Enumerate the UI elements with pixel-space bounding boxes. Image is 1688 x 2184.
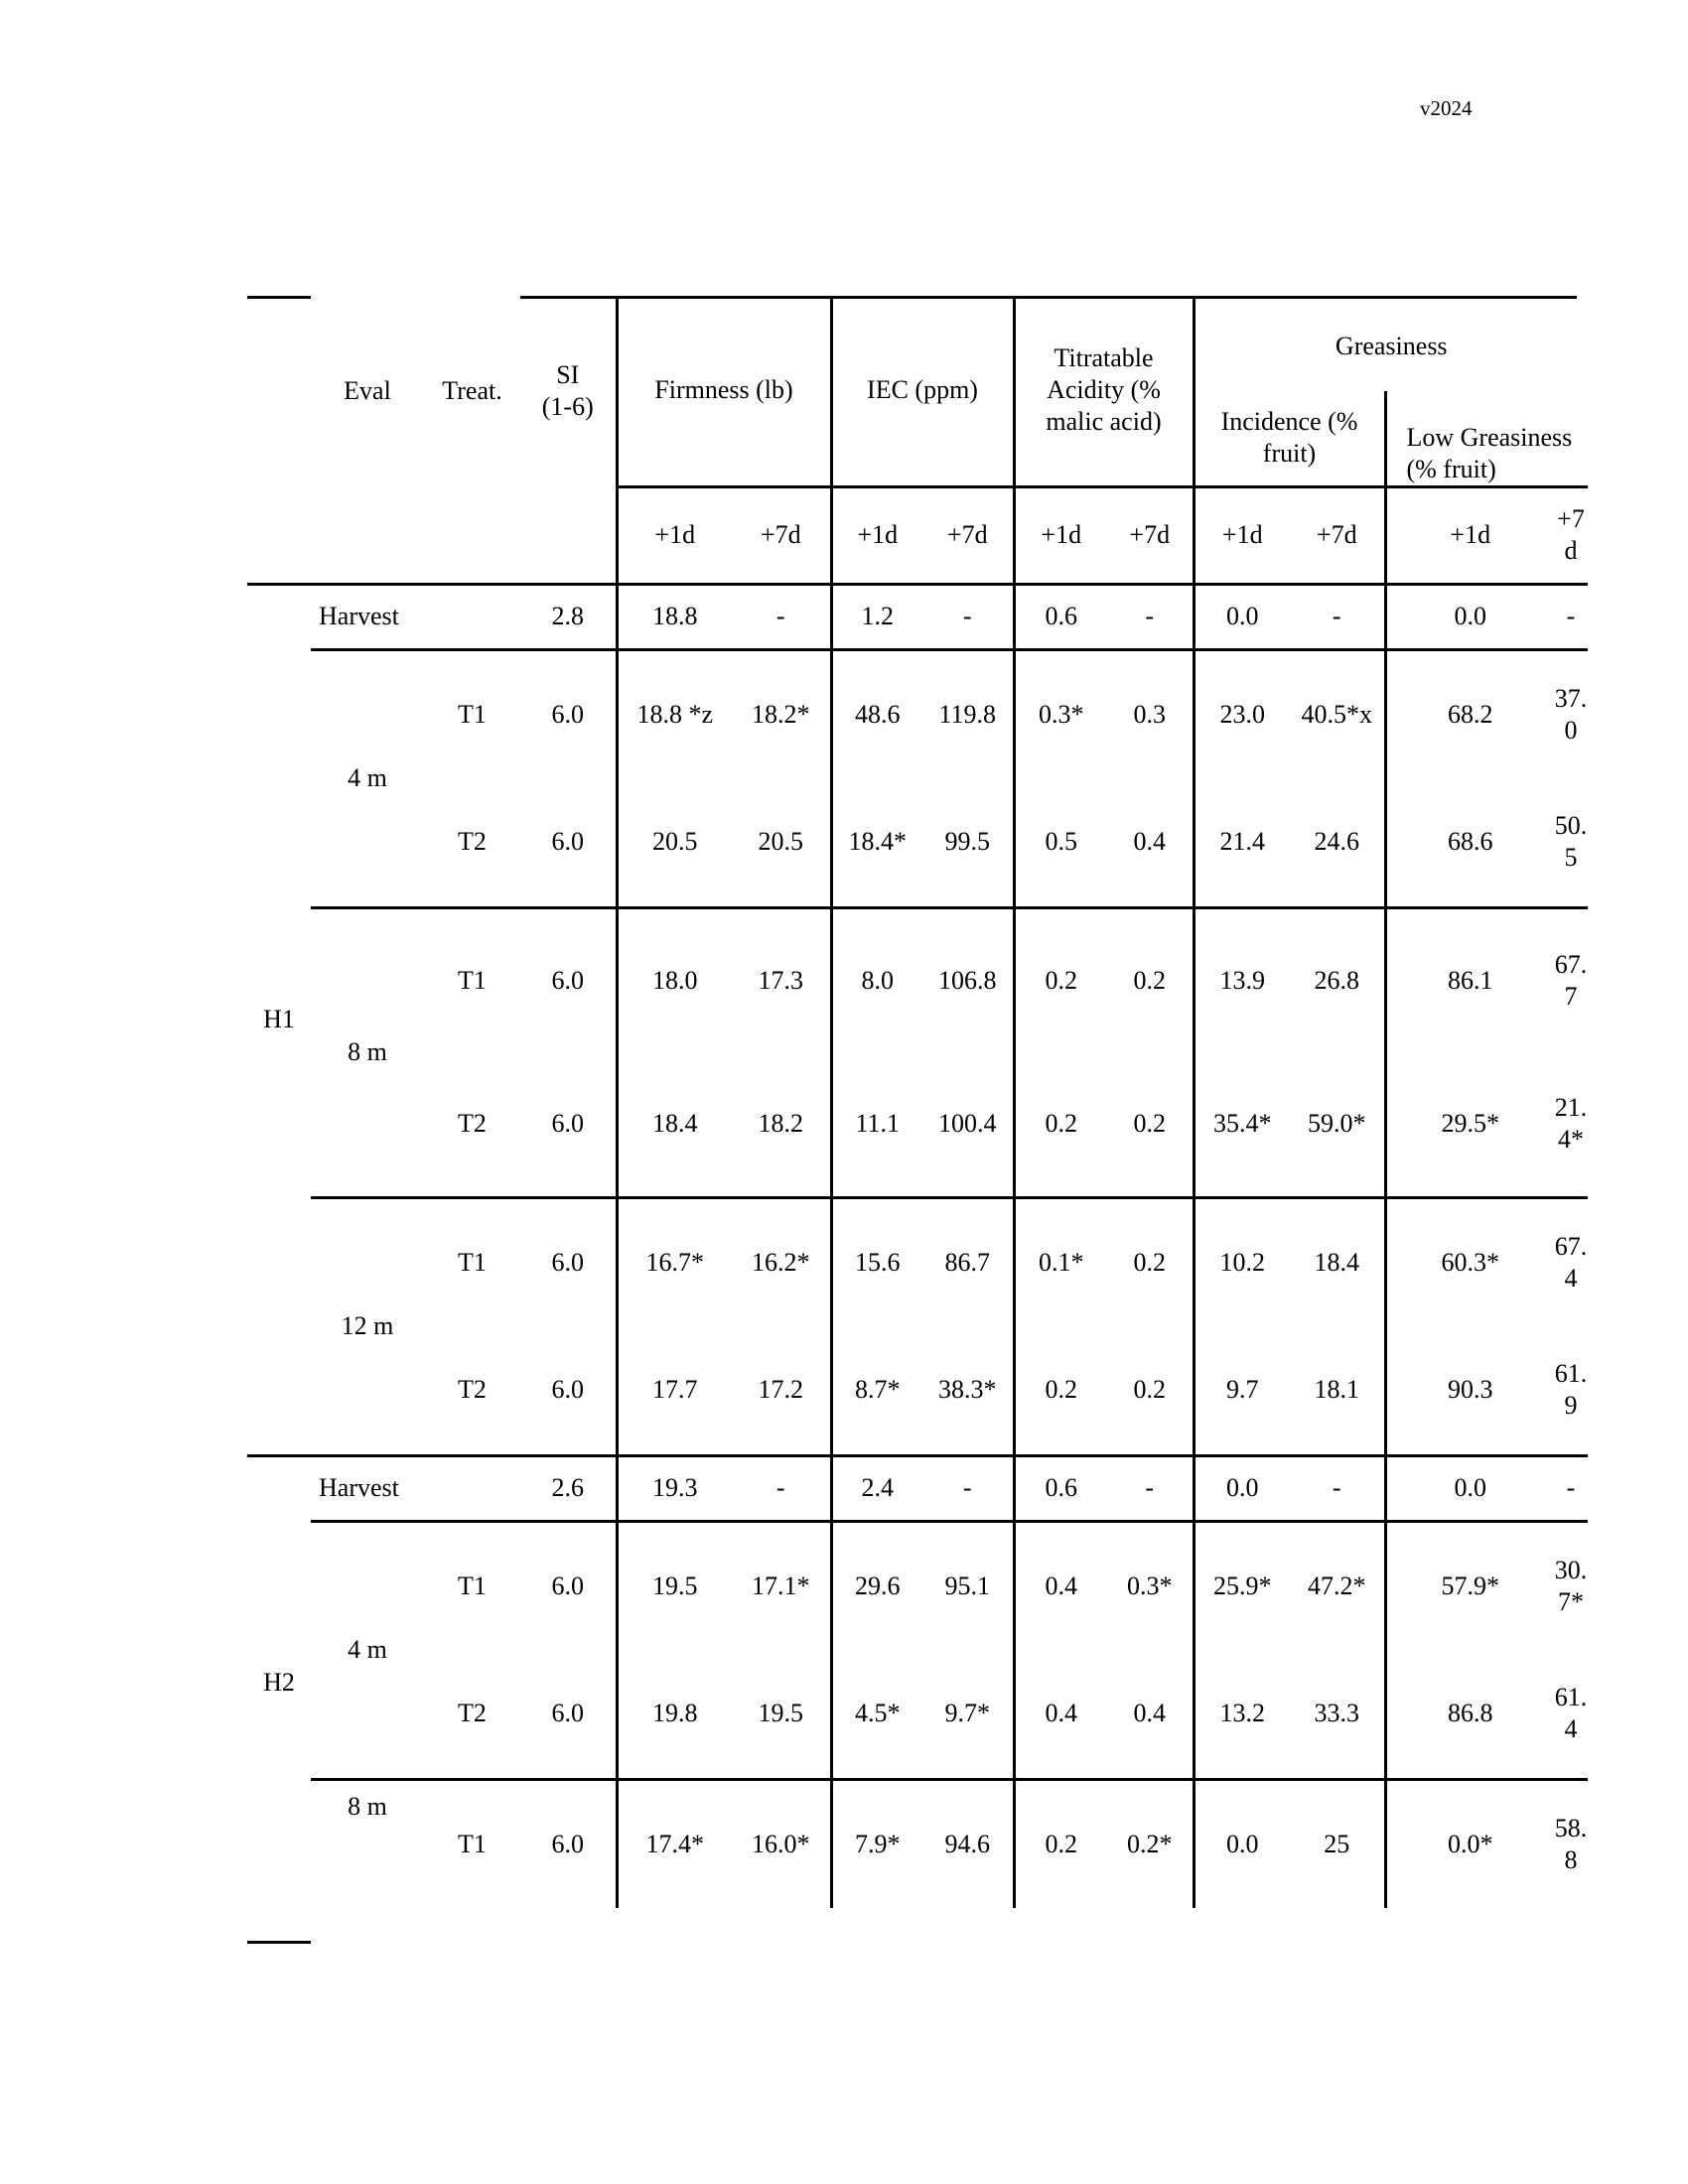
bottom-rule-left <box>247 1941 311 1944</box>
value-cell: 0.4 <box>1014 1650 1107 1779</box>
value-cell: - <box>1290 1455 1385 1521</box>
value-cell: 30.7* <box>1554 1521 1588 1650</box>
si-value: 6.0 <box>520 1197 617 1326</box>
eval-label: 8 m <box>311 1779 424 1908</box>
value-cell: 0.6 <box>1014 584 1107 649</box>
subheader-firmness-7d: +7d <box>732 486 831 584</box>
table-row <box>247 1326 1588 1455</box>
value-cell: 21.4 <box>1194 778 1290 907</box>
table-row <box>247 1521 1588 1650</box>
value-cell: 50.5 <box>1554 811 1588 873</box>
value-cell: 48.6 <box>831 649 922 778</box>
value-cell: 35.4* <box>1194 1052 1290 1197</box>
si-value: 6.0 <box>520 1521 617 1650</box>
value-cell: - <box>1332 602 1341 630</box>
treat-label: T2 <box>458 827 487 857</box>
value-cell: 119.8 <box>922 649 1014 778</box>
eval-label: Harvest <box>319 602 399 630</box>
value-cell: 7.9* <box>831 1779 922 1908</box>
value-cell: 0.4 <box>1014 1521 1107 1650</box>
value-cell: 20.5 <box>758 827 803 857</box>
subheader-iec-1d: +1d <box>831 486 922 584</box>
value-cell: 15.6 <box>831 1197 922 1326</box>
subheader-blank <box>247 486 311 584</box>
header-iec: IEC (ppm) <box>831 296 1014 486</box>
value-cell: - <box>1566 602 1576 630</box>
value-cell: 61.9 <box>1554 1359 1588 1421</box>
value-cell: 17.1* <box>732 1521 831 1650</box>
value-cell: 23.0 <box>1194 649 1290 778</box>
table-row <box>247 1197 1588 1326</box>
header-acidity: Titratable Acidity (% malic acid) <box>1014 296 1194 486</box>
value-cell: 0.0 <box>1194 1455 1290 1521</box>
value-cell: 1.2 <box>831 584 922 649</box>
table-row <box>247 649 1588 778</box>
value-cell: 25 <box>1290 1779 1385 1908</box>
eval-label: 4 m <box>311 649 424 907</box>
group-label: H1 <box>263 1005 295 1033</box>
value-cell: 13.9 <box>1194 907 1290 1052</box>
subheader-blank <box>311 486 424 584</box>
value-cell: 19.5 <box>758 1699 803 1728</box>
value-cell: 4.5* <box>831 1650 922 1779</box>
subheader-iec-7d: +7d <box>922 486 1014 584</box>
value-cell: 68.2 <box>1385 649 1554 778</box>
treat-label: T1 <box>424 1521 520 1650</box>
value-cell: - <box>1145 602 1155 630</box>
header-blank <box>247 296 311 486</box>
value-cell: 17.3 <box>732 907 831 1052</box>
value-cell: 0.3* <box>1107 1521 1194 1650</box>
value-cell: 18.0 <box>617 907 732 1052</box>
value-cell: 18.4 <box>1290 1197 1385 1326</box>
subheader-blank <box>520 486 617 584</box>
value-cell: 57.9* <box>1385 1521 1554 1650</box>
si-value: 6.0 <box>551 1699 584 1728</box>
header-firmness: Firmness (lb) <box>617 296 831 486</box>
value-cell: 58.8 <box>1554 1779 1588 1908</box>
value-cell: 33.3 <box>1314 1699 1359 1728</box>
value-cell: 40.5*x <box>1290 649 1385 778</box>
value-cell: 8.0 <box>831 907 922 1052</box>
si-value: 6.0 <box>520 649 617 778</box>
group-label: H2 <box>247 1455 311 1908</box>
value-cell: 18.4* <box>831 778 922 907</box>
treat-label: T1 <box>424 1197 520 1326</box>
si-value: 2.8 <box>551 602 584 630</box>
value-cell: 0.0 <box>1194 1779 1290 1908</box>
value-cell: 29.6 <box>831 1521 922 1650</box>
header-si: SI (1-6) <box>541 360 594 421</box>
treat-label: T2 <box>458 1375 487 1405</box>
value-cell: 86.1 <box>1385 907 1554 1052</box>
table-row <box>247 584 1588 649</box>
value-cell: 29.5* <box>1385 1052 1554 1197</box>
header-incidence: Incidence (% fruit) <box>1194 391 1385 486</box>
value-cell: 20.5 <box>617 778 732 907</box>
value-cell: - <box>732 1455 831 1521</box>
value-cell: 18.2 <box>758 1109 803 1139</box>
value-cell: 24.6 <box>1314 827 1359 857</box>
value-cell: 67.4 <box>1554 1197 1588 1326</box>
value-cell: 18.2* <box>732 649 831 778</box>
header-eval: Eval <box>344 376 391 405</box>
value-cell: 11.1 <box>831 1052 922 1197</box>
value-cell: 19.3 <box>617 1455 732 1521</box>
si-value: 6.0 <box>551 1109 584 1139</box>
treat-label: T2 <box>458 1109 487 1139</box>
value-cell: 0.4 <box>1133 1699 1166 1728</box>
data-table <box>247 296 1588 1908</box>
value-cell: 13.2 <box>1194 1650 1290 1779</box>
value-cell: 0.5 <box>1014 778 1107 907</box>
table-row <box>247 1650 1588 1779</box>
value-cell: 0.2 <box>1133 1109 1166 1139</box>
value-cell: 18.1 <box>1314 1375 1359 1405</box>
table-row <box>247 1779 1588 1908</box>
header-greasiness: Greasiness <box>1194 296 1588 391</box>
value-cell: 18.4 <box>617 1052 732 1197</box>
eval-label: 12 m <box>311 1197 424 1455</box>
subheader-firmness-1d: +1d <box>617 486 732 584</box>
value-cell: 9.7 <box>1194 1326 1290 1455</box>
value-cell: 60.3* <box>1385 1197 1554 1326</box>
value-cell: 86.8 <box>1385 1650 1554 1779</box>
value-cell: 16.7* <box>617 1197 732 1326</box>
subheader-blank <box>424 486 520 584</box>
value-cell: 38.3* <box>938 1375 997 1405</box>
value-cell: 17.4* <box>617 1779 732 1908</box>
header-treat: Treat. <box>442 376 502 405</box>
value-cell: 16.2* <box>732 1197 831 1326</box>
value-cell: 0.6 <box>1014 1455 1107 1521</box>
value-cell: 17.7 <box>617 1326 732 1455</box>
value-cell: - <box>1107 1455 1194 1521</box>
value-cell: 0.2 <box>1107 907 1194 1052</box>
header-low-greasiness: Low Greasiness (% fruit) <box>1385 391 1588 486</box>
value-cell: 0.0 <box>1194 584 1290 649</box>
value-cell: 0.2 <box>1014 1052 1107 1197</box>
value-cell: 86.7 <box>922 1197 1014 1326</box>
value-cell: 18.8 <box>617 584 732 649</box>
table-row <box>247 1052 1588 1197</box>
treat-label: T1 <box>424 907 520 1052</box>
value-cell: 90.3 <box>1385 1326 1554 1455</box>
value-cell: 0.2 <box>1133 1375 1166 1405</box>
subheader-low-greasiness-7d: +7d <box>1554 486 1588 584</box>
value-cell: 0.1* <box>1014 1197 1107 1326</box>
value-cell: 95.1 <box>922 1521 1014 1650</box>
subheader-incidence-1d: +1d <box>1194 486 1290 584</box>
treat-label: T2 <box>458 1699 487 1728</box>
value-cell: 0.2 <box>1014 1326 1107 1455</box>
table-body <box>247 584 1588 1908</box>
table-row <box>247 778 1588 907</box>
value-cell: 26.8 <box>1290 907 1385 1052</box>
value-cell: 94.6 <box>922 1779 1014 1908</box>
value-cell: 17.2 <box>758 1375 803 1405</box>
value-cell: 25.9* <box>1194 1521 1290 1650</box>
value-cell: - <box>1554 1455 1588 1521</box>
value-cell: 99.5 <box>944 827 990 857</box>
value-cell: 0.0 <box>1385 584 1554 649</box>
si-value: 6.0 <box>520 1779 617 1908</box>
value-cell: 106.8 <box>922 907 1014 1052</box>
value-cell: 10.2 <box>1194 1197 1290 1326</box>
si-value: 6.0 <box>551 827 584 857</box>
value-cell: 0.0* <box>1385 1779 1554 1908</box>
si-value: 6.0 <box>520 907 617 1052</box>
si-value: 2.6 <box>520 1455 617 1521</box>
value-cell: 21.4* <box>1554 1093 1588 1155</box>
subheader-acidity-1d: +1d <box>1014 486 1107 584</box>
value-cell: 0.0 <box>1385 1455 1554 1521</box>
value-cell: - <box>775 602 785 630</box>
eval-label: Harvest <box>311 1455 520 1521</box>
value-cell: 0.2* <box>1107 1779 1194 1908</box>
value-cell: 19.8 <box>617 1650 732 1779</box>
value-cell: 61.4 <box>1554 1683 1588 1744</box>
si-value: 6.0 <box>551 1375 584 1405</box>
value-cell: 59.0* <box>1308 1109 1366 1139</box>
subheader-low-greasiness-1d: +1d <box>1385 486 1554 584</box>
value-cell: 37.0 <box>1554 649 1588 778</box>
value-cell: 68.6 <box>1385 778 1554 907</box>
value-cell: 9.7* <box>944 1699 990 1728</box>
table-row <box>247 1455 1588 1521</box>
value-cell: - <box>962 602 972 630</box>
treat-label: T1 <box>424 649 520 778</box>
eval-label: 8 m <box>311 907 424 1197</box>
value-cell: 0.4 <box>1133 827 1166 857</box>
value-cell: 0.3* <box>1014 649 1107 778</box>
version-label: v2024 <box>1420 96 1473 120</box>
eval-label: 4 m <box>311 1521 424 1779</box>
value-cell: 67.7 <box>1554 907 1588 1052</box>
value-cell: 0.3 <box>1107 649 1194 778</box>
value-cell: 19.5 <box>617 1521 732 1650</box>
subheader-acidity-7d: +7d <box>1107 486 1194 584</box>
value-cell: - <box>922 1455 1014 1521</box>
value-cell: 0.2 <box>1014 1779 1107 1908</box>
value-cell: 18.8 *z <box>617 649 732 778</box>
value-cell: 8.7* <box>831 1326 922 1455</box>
treat-label: T1 <box>424 1779 520 1908</box>
value-cell: 0.2 <box>1107 1197 1194 1326</box>
value-cell: 47.2* <box>1290 1521 1385 1650</box>
value-cell: 2.4 <box>831 1455 922 1521</box>
value-cell: 0.2 <box>1014 907 1107 1052</box>
value-cell: 100.4 <box>938 1109 997 1139</box>
value-cell: 16.0* <box>732 1779 831 1908</box>
table-row <box>247 907 1588 1052</box>
subheader-incidence-7d: +7d <box>1290 486 1385 584</box>
